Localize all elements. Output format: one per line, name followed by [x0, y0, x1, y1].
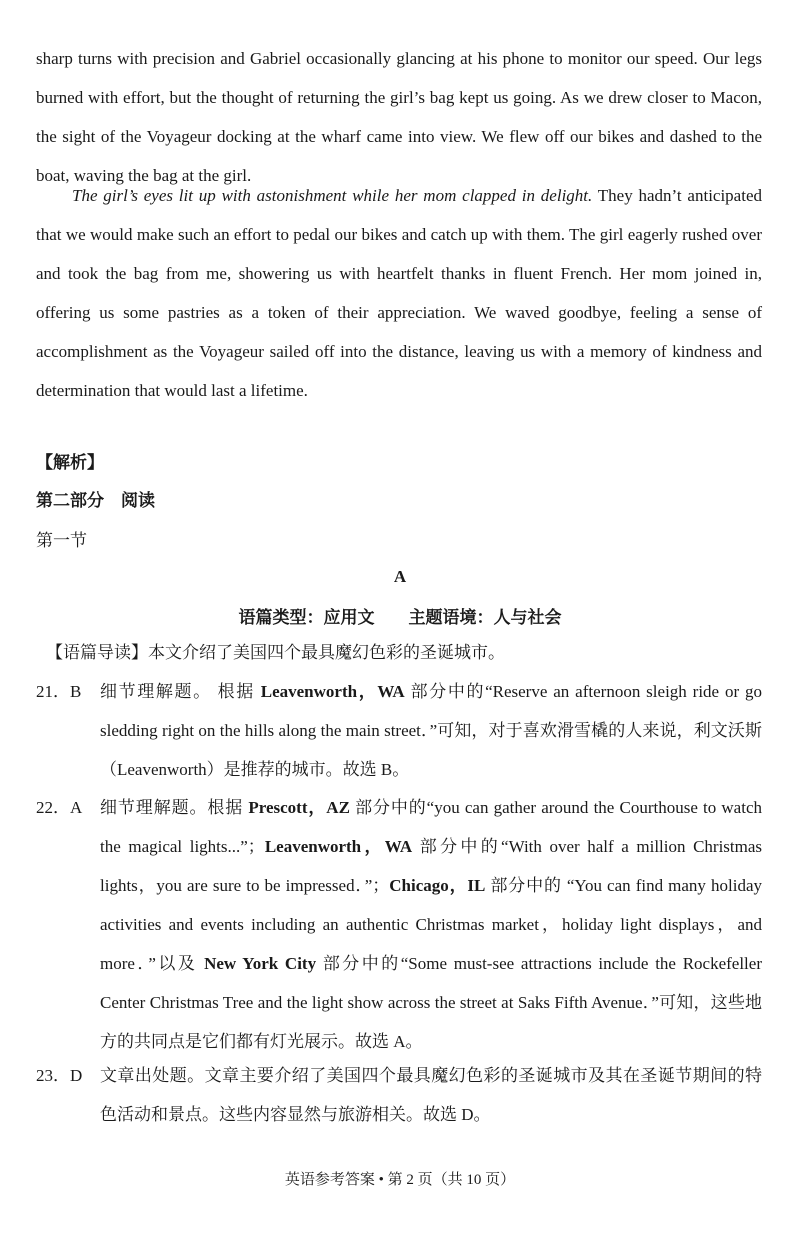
bold-place: New York City — [204, 954, 317, 973]
bold-place: Prescott，AZ — [248, 798, 350, 817]
part-heading: 第二部分 阅读 — [36, 491, 155, 510]
analysis-heading: 【解析】 — [36, 453, 104, 472]
text-run: 部分中的“With over half a million Christmas lights，you are sure to be impressed．”； — [100, 837, 763, 895]
question-22 — [36, 788, 762, 1061]
text-run: 细节理解题。根据 — [100, 798, 249, 817]
question-explanation: 文章出处题。文章主要介绍了美国四个最具魔幻色彩的圣诞城市及其在圣诞节期间的特色活动和景点。这些内容显然与旅游相关。故选 D。 — [100, 1066, 762, 1124]
bold-place: Leavenworth，WA — [260, 682, 405, 701]
bold-place: Leavenworth，WA — [264, 837, 413, 856]
text-run: 部分中的 “You can find many holiday activities and events including an authentic Christmas market，holiday light displays，and more．”以及 — [100, 876, 762, 973]
text-run: 部分中的“Reserve an afternoon sleigh ride or go sledding right on the hills along the main street．”可知，对于喜欢滑雪橇的人来说，利文沃斯（Leavenworth）是推荐的城市。故选 B。 — [100, 682, 763, 779]
question-explanation — [100, 672, 762, 789]
story-paragraph-2 — [36, 176, 762, 410]
story-paragraph-1: sharp turns with precision and Gabriel occasionally glancing at his phone to monitor our speed. Our legs burned with effort, but the thought of returning the girl’s bag kept us going. As we drew closer to Macon, the sight of the Voyageur docking at the wharf came into view. We flew off our bikes and dashed to the boat, waving the bag at the girl. — [36, 49, 762, 185]
question-21 — [36, 672, 762, 789]
question-23 — [36, 1056, 762, 1134]
question-number: 21．B — [36, 682, 82, 701]
question-number: 23．D — [36, 1066, 83, 1085]
page-footer: 英语参考答案 • 第 2 页（共 10 页） — [284, 1172, 516, 1188]
paragraph-rest: They hadn’t anticipated that we would make such an effort to pedal our bikes and catch up with them. The girl eagerly rushed over and took the bag from me, showering us with heartfelt thanks in fluent French. Her mom joined in, offering us some pastries as a token of their appreciation. We waved goodbye, feeling a sense of accomplishment as the Voyageur sailed off into the distance, leaving us with a memory of kindness and determination that would last a lifetime. — [36, 186, 762, 400]
question-explanation — [100, 788, 762, 1061]
section-heading: 第一节 — [36, 531, 87, 550]
genre-line: 语篇类型：应用文 主题语境：人与社会 — [238, 608, 562, 627]
passage-letter: A — [393, 567, 407, 586]
text-run: 部分中的“Some must-see attractions include the Rockefeller Center Christmas Tree and the light show across the street at Saks Fifth Avenue．”可知，这些地方的共同点是它们都有灯光展示。故选 A。 — [100, 954, 762, 1051]
text-run: 细节理解题。 根据 — [100, 682, 261, 701]
question-number: 22．A — [36, 798, 83, 817]
passage-intro: 【语篇导读】本文介绍了美国四个最具魔幻色彩的圣诞城市。 — [46, 643, 505, 662]
bold-place: Chicago，IL — [389, 876, 486, 895]
text-run: 部分中的“you can gather around the Courthouse to watch the magical lights...”； — [100, 798, 762, 856]
italic-sentence: The girl’s eyes lit up with astonishment while her mom clapped in delight. — [72, 186, 593, 205]
